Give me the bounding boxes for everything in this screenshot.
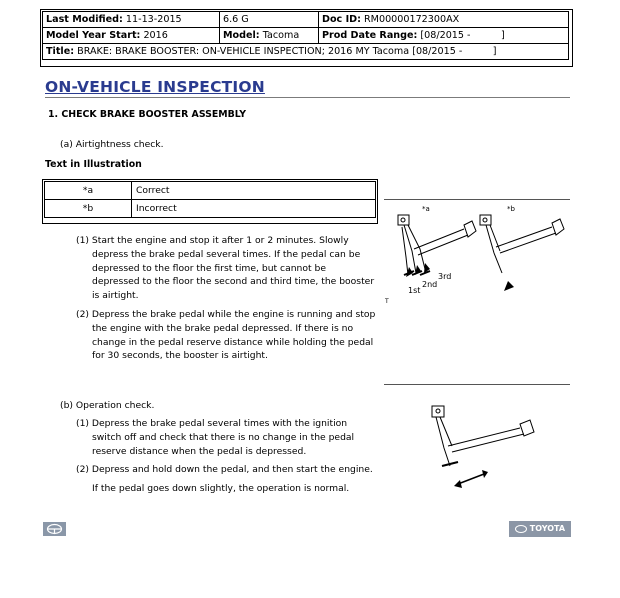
operation-step-note: If the pedal goes down slightly, the operation is normal. [92,483,350,494]
document-header [42,11,569,60]
illustration-mid-rule [384,384,570,385]
toyota-logo-button[interactable]: TOYOTA [509,521,571,537]
title-divider [45,97,570,98]
label-first: 1st [408,286,421,295]
doc-id-cell: Doc ID: RM00000172300AX [319,12,569,28]
legend-value: Correct [132,182,376,200]
pedal-bracket [398,215,409,225]
legend-row [45,200,376,218]
operation-step-2: (2) Depress and hold down the pedal, and then start the engine. [76,464,373,475]
illustration-top-rule [384,199,570,200]
legend-row [45,182,376,200]
illustration-legend [44,181,376,218]
pedal-arm-positions [402,225,426,275]
airtightness-heading: (a) Airtightness check. [60,139,164,150]
label-corner: T [385,298,389,305]
model-year-cell: Model Year Start: 2016 [43,28,220,44]
label-second: 2nd [422,280,438,289]
pedal-arm-incorrect [486,225,502,273]
text-in-illustration-label: Text in Illustration [45,159,142,170]
version-cell: 6.6 G [220,12,319,28]
model-cell: Model: Tacoma [220,28,319,44]
label-third: 3rd [438,272,452,281]
operation-illustration [424,402,564,494]
booster-rod [414,229,468,255]
section-heading: 1. CHECK BRAKE BOOSTER ASSEMBLY [48,109,247,120]
airtight-step-2: (2) Depress the brake pedal while the engine is running and stop the engine with the brake pedal depressed. If there is no change in the pedal reserve distance while holding the pedal for 30 seconds, the booster is airtight. [76,309,376,362]
label-incorrect: *b [507,205,515,213]
pedal-bracket [432,406,444,417]
booster-rod [448,428,524,452]
legend-value: Incorrect [132,200,376,218]
last-modified-cell: Last Modified: 11-13-2015 [43,12,220,28]
page-title: ON-VEHICLE INSPECTION [45,78,265,96]
toyota-emblem-icon [515,525,527,533]
operation-heading: (b) Operation check. [60,400,155,411]
airtightness-illustration [384,201,570,311]
airtight-step-1: (1) Start the engine and stop it after 1 or 2 minutes. Slowly depress the brake pedal several times. If the pedal can be depressed to the floor the first time, but cannot be depressed to the floor the second and third time, the booster is airtight. [76,235,375,302]
prod-date-cell: Prod Date Range: [08/2015 - ] [319,28,569,44]
legend-key: *b [45,200,132,218]
label-correct: *a [422,205,430,213]
legend-key: *a [45,182,132,200]
steering-wheel-icon[interactable] [43,522,66,536]
operation-step-1: (1) Depress the brake pedal several times with the ignition switch off and check that there is no change in the pedal reserve distance when the pedal is depressed. [76,418,355,457]
title-cell: Title: BRAKE: BRAKE BOOSTER: ON-VEHICLE INSPECTION; 2016 MY Tacoma [08/2015 - ] [43,44,569,60]
